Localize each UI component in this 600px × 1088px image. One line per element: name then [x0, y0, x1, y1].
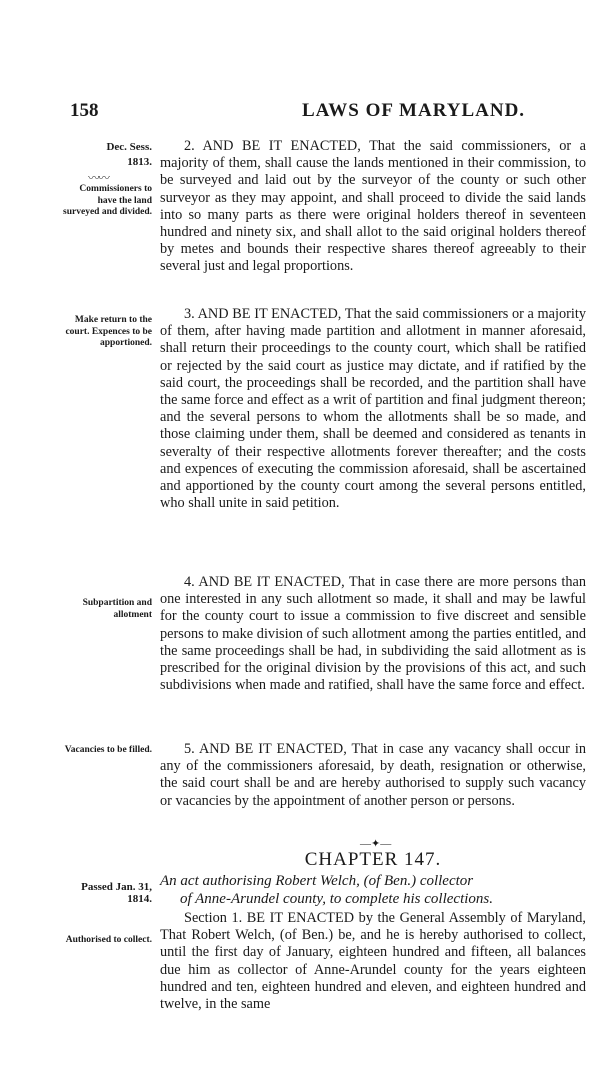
margin-note-subpartition: Subpartition and allotment — [82, 598, 152, 620]
act-title-line1: An act authorising Robert Welch, (of Ben.) collector — [160, 873, 474, 889]
margin-note-passed: Passed Jan. 31, 1814. — [81, 881, 152, 905]
act-title-line2: of Anne-Arundel county, to complete his collections. — [180, 891, 493, 907]
section-4 — [160, 574, 586, 694]
margin-note-authorised: Authorised to collect. — [65, 935, 152, 945]
running-title: LAWS OF MARYLAND. — [302, 100, 526, 121]
section-5 — [160, 741, 586, 810]
section-3 — [160, 306, 586, 512]
section-5-text: 5. AND BE IT ENACTED, That in case any vacancy shall occur in any of the commissioners aforesaid, by death, resignation or otherwise, the said court shall be and are hereby authorised to supply such vacancy or vacancies by the appointment of another person or persons. — [160, 741, 586, 809]
section-2 — [160, 138, 586, 276]
margin-note-make-return: Make return to the court. Expences to be apportioned. — [65, 315, 152, 348]
margin-note-commissioners: Commissioners to have the land surveyed and divided. — [63, 184, 152, 217]
ornament-flourish: —✦— — [360, 838, 392, 850]
page-header — [70, 100, 590, 124]
act-title — [160, 872, 586, 908]
section-4-text: 4. AND BE IT ENACTED, That in case there are more persons than one interested in any such allotment so made, it shall and may be lawful for the county court to issue a commission to five discreet and sensible persons to make division of such allotment among the parties entitled, and the same proceedings shall be had, in subdividing the said allotment as is prescribed for the original division by the provisions of this act, and such subdivisions when made and ratified, shall have the same force and effect. — [160, 574, 586, 694]
section-3-text: 3. AND BE IT ENACTED, That the said commissioners or a majority of them, after having made partition and allotment in manner aforesaid, shall return their proceedings to the county court, which shall be ratified or rejected by the said court as justice may dictate, and if ratified by the said court, the proceedings shall be recorded, and the partition shall have the same force and effect as a writ of partition and final judgment thereon; and the several persons to whom the allotments shall be so made, and those claiming under them, shall be deemed and considered as tenants in severalty of their respective allotments forever thereafter; and the costs and expences of executing the commission aforesaid, shall be ascertained and apportioned by the county court among the several persons entitled, who shall unite in said petition. — [160, 306, 586, 512]
chapter-section-1-text: Section 1. BE IT ENACTED by the General Assembly of Maryland, That Robert Welch, (of Ben.) be, and he is hereby authorised to collect, until the first day of January, eighteen hundred and fifteen, all balances due him as collector of Anne-Arundel county for the years eighteen hundred and ten, eighteen hundred and eleven, and eighteen hundred and twelve, in the same — [160, 910, 586, 1013]
margin-note-vacancies: Vacancies to be filled. — [64, 745, 152, 755]
section-2-text: 2. AND BE IT ENACTED, That the said commissioners, or a majority of them, shall cause the lands mentioned in their commission, to be surveyed and laid out by the surveyor of the county or such other surveyor as they may appoint, and shall proceed to divide the said lands into so many parts as there were original holders thereof in seventeen hundred and ninety six, and shall allot to the said original holders thereof by metes and bounds their respective shares thereof agreeably to their several just and legal proportions. — [160, 138, 586, 275]
chapter-heading: CHAPTER 147. — [304, 849, 442, 870]
chapter-section-1 — [160, 910, 586, 1013]
ornament-squiggle: 〰〰 — [88, 171, 109, 185]
margin-session-label: Dec. Sess. — [106, 141, 152, 153]
margin-session-year: 1813. — [127, 156, 152, 168]
page-number: 158 — [70, 100, 99, 121]
